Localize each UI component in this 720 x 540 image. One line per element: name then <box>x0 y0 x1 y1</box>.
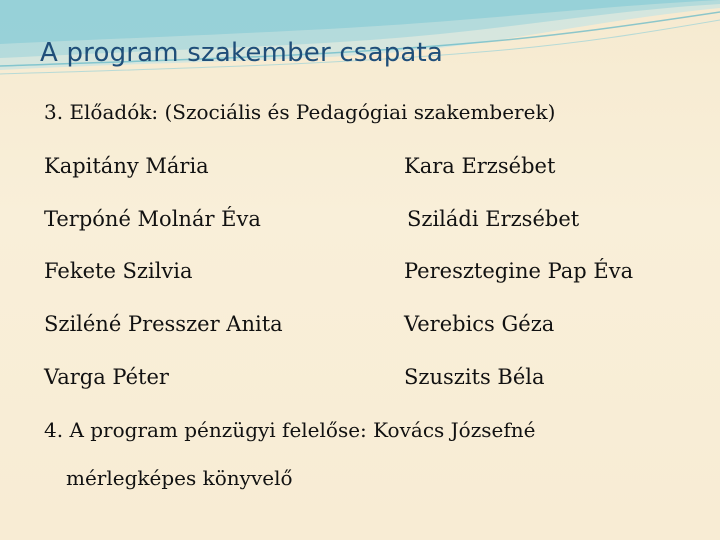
presenter-name: Peresztegine Pap Éva <box>404 259 634 283</box>
presenter-name: Varga Péter <box>44 365 169 389</box>
presenter-name: Kapitány Mária <box>44 154 209 178</box>
presenter-name: Terpóné Molnár Éva <box>44 207 261 231</box>
presenter-name: Sziládi Erzsébet <box>407 207 580 231</box>
presenters-heading: 3. Előadók: (Szociális és Pedagógiai szakemberek) <box>44 100 556 124</box>
finance-responsible-role: mérlegképes könyvelő <box>66 466 293 490</box>
finance-responsible-line: 4. A program pénzügyi felelőse: Kovács Józsefné <box>44 418 536 442</box>
presenter-name: Verebics Géza <box>404 312 555 336</box>
presenter-name: Kara Erzsébet <box>404 154 556 178</box>
slide-title: A program szakember csapata <box>40 38 444 68</box>
presenter-name: Fekete Szilvia <box>44 259 193 283</box>
presenter-name: Sziléné Presszer Anita <box>44 312 283 336</box>
presenter-name: Szuszits Béla <box>404 365 545 389</box>
